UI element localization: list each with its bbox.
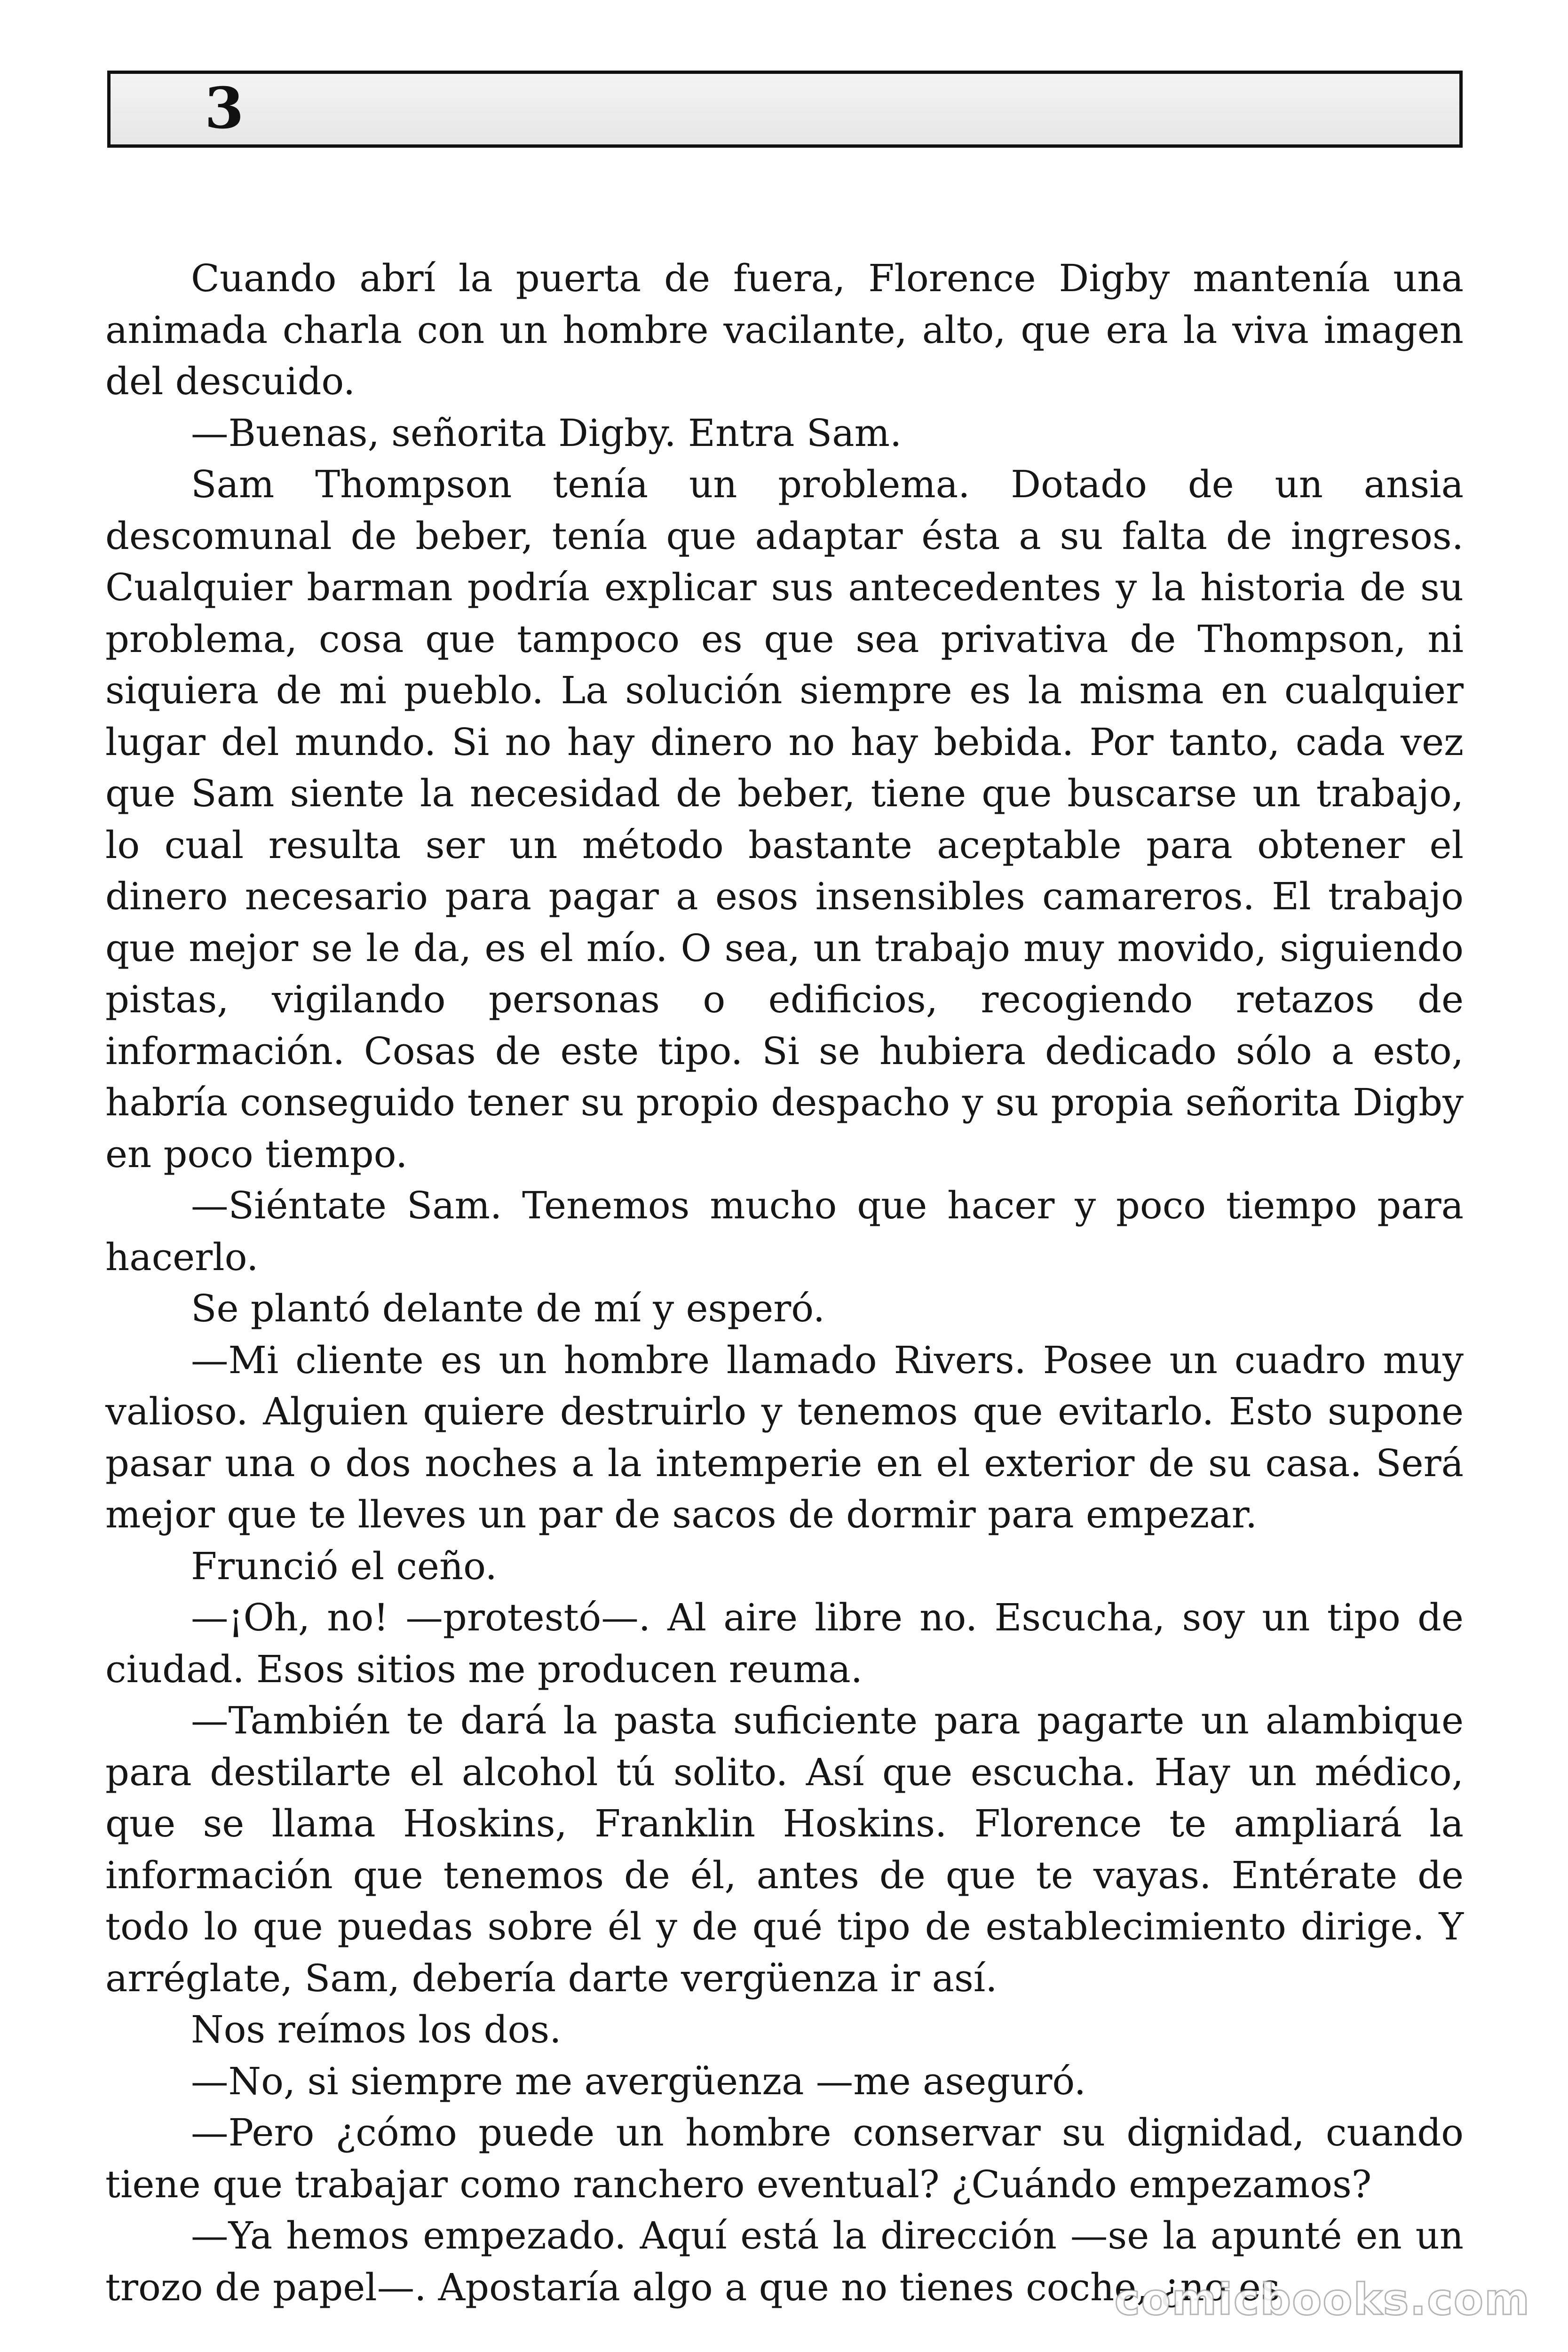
chapter-number: 3: [205, 75, 244, 142]
watermark-logo: comicbooks.com: [1114, 2274, 1530, 2325]
paragraph: —Pero ¿cómo puede un hombre conservar su dignidad, cuando tiene que trabajar como ranchero eventual? ¿Cuándo empezamos?: [105, 2111, 1464, 2206]
chapter-body-text: [105, 253, 1464, 2313]
paragraph: —Mi cliente es un hombre llamado Rivers. Posee un cuadro muy valioso. Alguien quiere destruirlo y tenemos que evitarlo. Esto supone pasar una o dos noches a la intemperie en el exterior de su casa. Será mejor que te lleves un par de sacos de dormir para empezar.: [105, 1338, 1464, 1536]
paragraph: Nos reímos los dos.: [191, 2008, 562, 2051]
paragraph: Cuando abrí la puerta de fuera, Florence Digby mantenía una animada charla con un hombre vacilante, alto, que era la viva imagen del descuido.: [105, 256, 1464, 403]
paragraph: Se plantó delante de mí y esperó.: [191, 1287, 825, 1330]
paragraph: —También te dará la pasta suficiente para pagarte un alambique para destilarte el alcohol tú solito. Así que escucha. Hay un médico, que se llama Hoskins, Franklin Hoskins. Florence te ampliará la información que tenemos de él, antes de que te vayas. Entérate de todo lo que puedas sobre él y de qué tipo de establecimiento dirige. Y arréglate, Sam, debería darte vergüenza ir así.: [105, 1699, 1464, 2000]
paragraph: —No, si siempre me avergüenza —me aseguró.: [191, 2059, 1086, 2103]
chapter-header-box: [107, 71, 1463, 148]
paragraph: Sam Thompson tenía un problema. Dotado de un ansia descomunal de beber, tenía que adaptar ésta a su falta de ingresos. Cualquier barman podría explicar sus antecedentes y la historia de su problema, cosa que tampoco es que sea privativa de Thompson, ni siquiera de mi pueblo. La solución siempre es la misma en cualquier lugar del mundo. Si no hay dinero no hay bebida. Por tanto, cada vez que Sam siente la necesidad de beber, tiene que buscarse un trabajo, lo cual resulta ser un método bastante aceptable para obtener el dinero necesario para pagar a esos insensibles camareros. El trabajo que mejor se le da, es el mío. O sea, un trabajo muy movido, siguiendo pistas, vigilando personas o edificios, recogiendo retazos de información. Cosas de este tipo. Si se hubiera dedicado sólo a esto, habría conseguido tener su propio despacho y su propia señorita Digby en poco tiempo.: [105, 462, 1464, 1176]
paragraph: —Ya hemos empezado. Aquí está la dirección —se la apunté en un trozo de papel—. Apostaría algo a que no tienes coche, ¿no es: [105, 2214, 1464, 2309]
paragraph: Frunció el ceño.: [191, 1544, 497, 1588]
paragraph: —¡Oh, no! —protestó—. Al aire libre no. Escucha, soy un tipo de ciudad. Esos sitios me producen reuma.: [105, 1596, 1464, 1691]
paragraph: —Buenas, señorita Digby. Entra Sam.: [191, 411, 902, 455]
paragraph: —Siéntate Sam. Tenemos mucho que hacer y poco tiempo para hacerlo.: [105, 1184, 1464, 1279]
